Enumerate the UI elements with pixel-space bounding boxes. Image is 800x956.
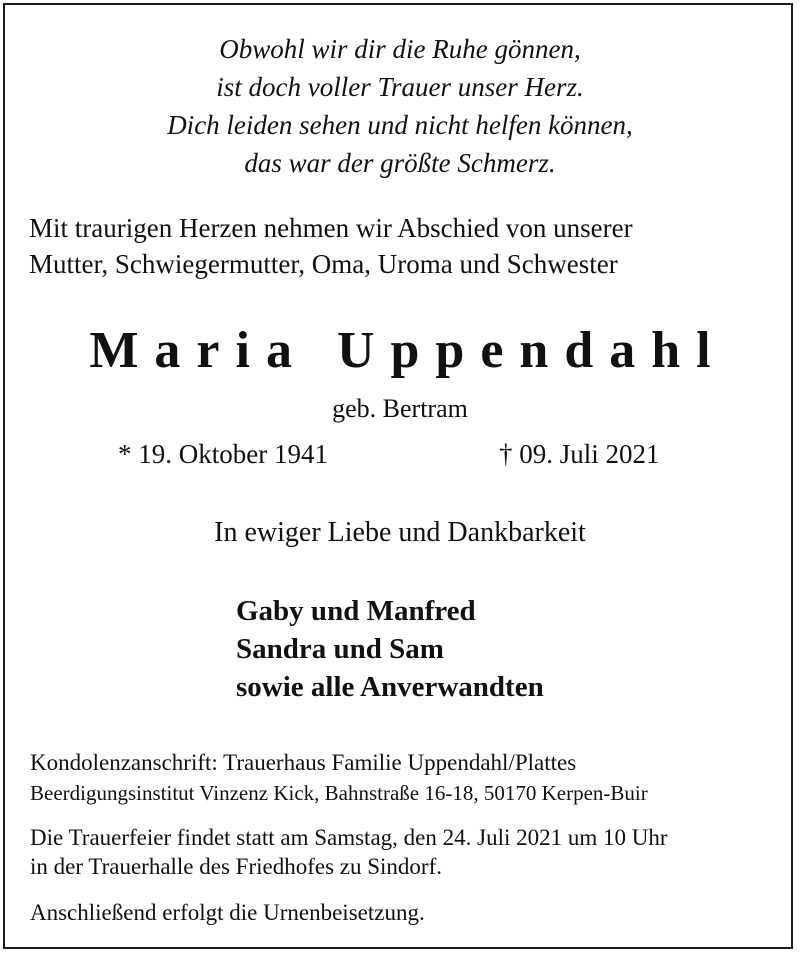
- birth-name: geb. Bertram: [332, 394, 468, 423]
- memorial-poem: [0, 30, 800, 182]
- poem-line-4: das war der größte Schmerz.: [244, 148, 556, 178]
- funeral-ceremony-info: [0, 823, 800, 881]
- mourner-line-2: Sandra und Sam: [236, 633, 444, 665]
- poem-line-2: ist doch voller Trauer unser Herz.: [216, 72, 584, 102]
- ceremony-line-2: in der Trauerhalle des Friedhofes zu Sindorf.: [30, 854, 443, 879]
- condolence-address: [0, 747, 800, 807]
- urn-burial-info: Anschließend erfolgt die Urnenbeisetzung.: [30, 900, 425, 925]
- mourner-line-1: Gaby und Manfred: [236, 595, 476, 627]
- farewell-intro: [0, 210, 800, 282]
- poem-line-1: Obwohl wir dir die Ruhe gönnen,: [219, 34, 581, 64]
- death-date: † 09. Juli 2021: [499, 439, 660, 469]
- intro-line-2: Mutter, Schwiegermutter, Oma, Uroma und Schwester: [29, 249, 618, 279]
- deceased-name: Maria Uppendahl: [89, 322, 727, 379]
- birth-date: * 19. Oktober 1941: [118, 439, 328, 469]
- mourner-line-3: sowie alle Anverwandten: [236, 671, 544, 703]
- dedication-line: In ewiger Liebe und Dankbarkeit: [214, 517, 586, 548]
- ceremony-line-1: Die Trauerfeier findet statt am Samstag, den 24. Juli 2021 um 10 Uhr: [30, 825, 668, 850]
- mourners-list: [0, 592, 800, 706]
- undertaker-line: Beerdigungsinstitut Vinzenz Kick, Bahnstraße 16-18, 50170 Kerpen-Buir: [30, 781, 648, 805]
- condolence-address-line: Kondolenzanschrift: Trauerhaus Familie Uppendahl/Plattes: [30, 750, 577, 775]
- intro-line-1: Mit traurigen Herzen nehmen wir Abschied von unserer: [29, 213, 633, 243]
- poem-line-3: Dich leiden sehen und nicht helfen können,: [167, 110, 633, 140]
